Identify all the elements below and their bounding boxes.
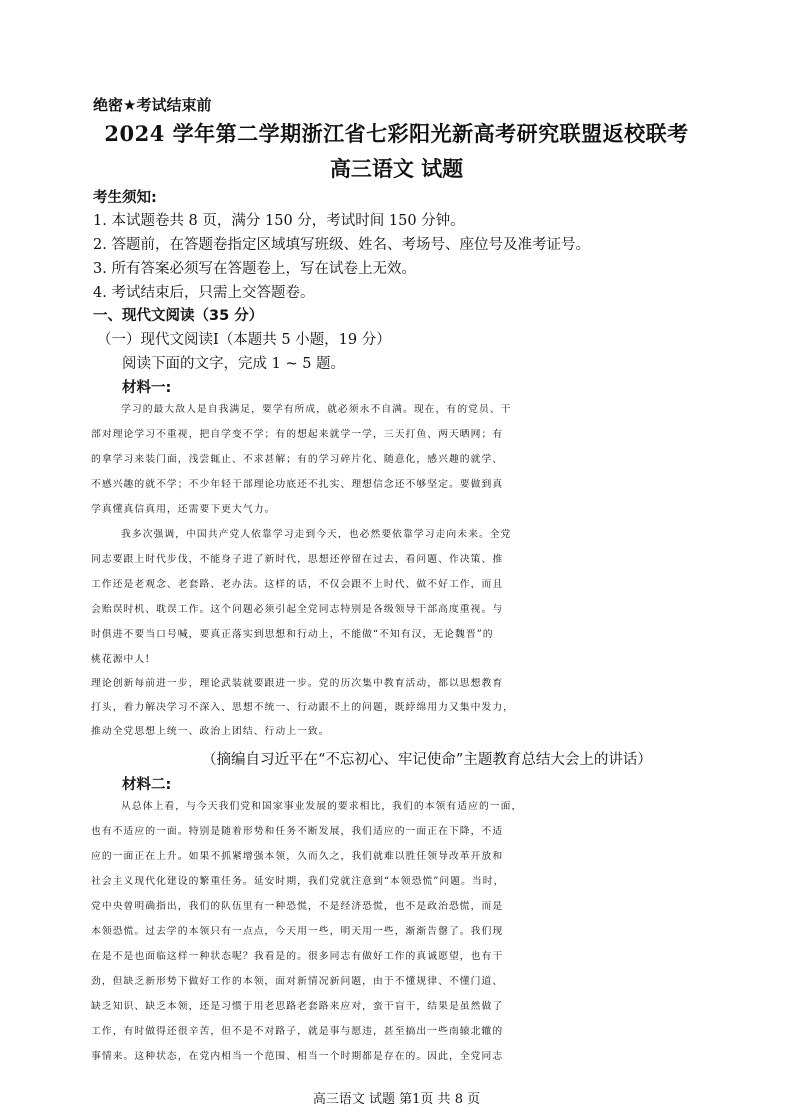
material-1-line: 的拿学习来装门面，浅尝辄止、不求甚解；有的学习碎片化、随意化，感兴趣的就学、	[91, 454, 504, 465]
section-heading: 一、现代文阅读（35 分）	[93, 308, 264, 324]
material-1-source: （摘编自习近平在“不忘初心、牢记使命”主题教育总结大会上的讲话）	[202, 752, 652, 768]
material-1-line: 理论创新每前进一步，理论武装就要跟进一步。党的历次集中教育活动，都以思想教育	[91, 678, 504, 689]
material-2-line: 在是不是也面临这样一种状态呢？我看是的。很多同志有做好工作的真诚愿望，也有干	[91, 951, 504, 962]
material-2-line: 党中央曾明确指出，我们的队伍里有一种恐慌，不是经济恐慌，也不是政治恐慌，而是	[91, 901, 504, 912]
page-footer: 高三语文 试题 第1页 共 8 页	[312, 1092, 481, 1107]
exam-title: 2024 学年第二学期浙江省七彩阳光新高考研究联盟返校联考	[104, 121, 689, 146]
material-1-line: 会贻误时机、耽误工作。这个问题必须引起全党同志特别是各级领导干部高度重视。与	[91, 604, 504, 615]
material-1-line: 学习的最大敌人是自我满足，要学有所成，就必须永不自满。现在，有的党员、干	[121, 404, 512, 415]
material-1-label: 材料一:	[122, 380, 172, 396]
notice-item: 4. 考试结束后，只需上交答题卷。	[93, 285, 315, 301]
notice-heading: 考生须知:	[93, 190, 157, 206]
material-1-line: 推动全党思想上统一、政治上团结、行动上一致。	[91, 726, 330, 737]
material-1-line: 桃花源中人!	[91, 654, 151, 665]
material-2-label: 材料二:	[122, 777, 172, 793]
material-2-line: 劲，但缺乏新形势下做好工作的本领，面对新情况新问题，由于不懂规律、不懂门道、	[91, 976, 504, 987]
material-1-line: 不感兴趣的就不学；不少年轻干部理论功底还不扎实、理想信念还不够坚定。要做到真	[91, 479, 504, 490]
material-1-line: 时俱进不要当口号喊，要真正落实到思想和行动上，不能做“不知有汉，无论魏晋”的	[91, 629, 494, 640]
reading-instruction: 阅读下面的文字，完成 1 ~ 5 题。	[122, 356, 346, 372]
material-2-line: 社会主义现代化建设的繁重任务。延安时期，我们党就注意到“本领恐慌”问题。当时，	[91, 876, 505, 887]
notice-item: 2. 答题前，在答题卷指定区域填写班级、姓名、考场号、座位号及准考证号。	[93, 237, 590, 253]
material-2-line: 应的一面正在上升。如果不抓紧增强本领，久而久之，我们就难以胜任领导改革开放和	[91, 851, 504, 862]
material-2-line: 本领恐慌。过去学的本领只有一点点，今天用一些，明天用一些，渐渐告罄了。我们现	[91, 926, 504, 937]
material-1-line: 学真懂真信真用，还需要下更大气力。	[91, 504, 276, 515]
material-1-line: 同志要跟上时代步伐，不能身子进了新时代，思想还停留在过去，看问题、作决策、推	[91, 554, 504, 565]
subsection-heading: （一）现代文阅读Ⅰ（本题共 5 小题，19 分）	[97, 332, 391, 348]
material-1-line: 部对理论学习不重视，把自学变不学；有的想起来就学一学，三天打鱼、两天晒网；有	[91, 429, 504, 440]
material-1-line: 工作还是老观念、老套路、老办法。这样的话，不仅会跟不上时代、做不好工作，而且	[91, 579, 504, 590]
material-2-line: 工作，有时做得还很辛苦，但不是不对路子，就是事与愿违，甚至搞出一些南辕北辙的	[91, 1026, 504, 1037]
material-2-line: 从总体上看，与今天我们党和国家事业发展的要求相比，我们的本领有适应的一面，	[121, 801, 523, 812]
notice-item: 3. 所有答案必须写在答题卷上，写在试卷上无效。	[93, 261, 416, 277]
material-2-line: 缺乏知识、缺乏本领，还是习惯于用老思路老套路来应对，蛮干盲干，结果是虽然做了	[91, 1001, 504, 1012]
material-1-line: 我多次强调，中国共产党人依靠学习走到今天，也必然要依靠学习走向未来。全党	[121, 529, 512, 540]
exam-subtitle: 高三语文 试题	[329, 156, 464, 181]
confidential-mark: 绝密★考试结束前	[93, 96, 212, 114]
notice-item: 1. 本试题卷共 8 页，满分 150 分，考试时间 150 分钟。	[93, 213, 465, 229]
material-1-line: 打头，着力解决学习不深入、思想不统一、行动跟不上的问题，既綍绵用力又集中发力，	[91, 702, 515, 713]
material-2-line: 也有不适应的一面。特别是随着形势和任务不断发展，我们适应的一面正在下降，不适	[91, 826, 504, 837]
material-2-line: 事情来。这种状态，在党内相当一个范围、相当一个时期都是存在的。因此，全党同志	[91, 1051, 504, 1062]
